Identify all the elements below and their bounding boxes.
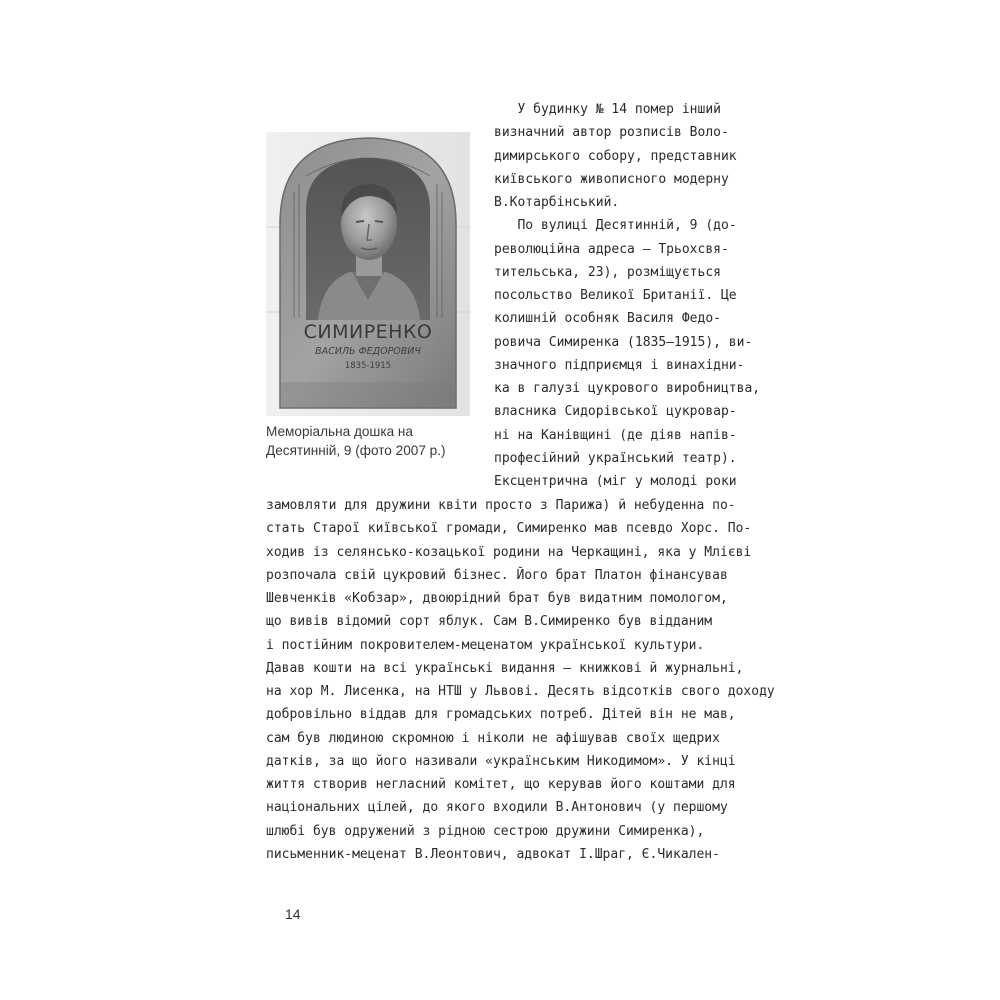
text-line: і постійним покровителем-меценатом української культури. <box>266 637 705 653</box>
text-line: колишній особняк Василя Федо- <box>494 311 721 327</box>
text-line: ровича Симиренка (1835–1915), ви- <box>494 334 753 350</box>
text-line: датків, за що його називали «українським Никодимом». У кінці <box>266 753 736 769</box>
text-line: В.Котарбінський. <box>494 195 620 211</box>
text-line: По вулиці Десятинній, 9 (до- <box>494 218 737 234</box>
text-line: життя створив негласний комітет, що керував його коштами для <box>266 777 736 793</box>
text-line: національних цілей, до якого входили В.Антонович (у першому <box>266 800 728 816</box>
text-line: Шевченків «Кобзар», двоюрідний брат був видатним помологом, <box>266 591 728 607</box>
text-line: добровільно віддав для громадських потреб. Дітей він не мав, <box>266 707 736 723</box>
page-number: 14 <box>285 906 301 922</box>
text-line: професійний український театр). <box>494 450 737 466</box>
text-line: революційна адреса — Трьохсвя- <box>494 241 729 257</box>
text-line: шлюбі був одружений з рідною сестрою дружини Симиренка), <box>266 823 705 839</box>
text-line: ходив із селянсько-козацької родини на Черкащині, яка у Млієві <box>266 544 752 560</box>
plaque-name: СИМИРЕНКО <box>303 321 433 343</box>
text-line: тительська, 23), розміщується <box>494 264 721 280</box>
plaque-patronymic: ВАСИЛЬ ФЕДОРОВИЧ <box>315 346 421 357</box>
text-line: Ексцентрична (міг у молоді роки <box>494 474 737 490</box>
text-line: значного підприємця і винахідни- <box>494 357 745 373</box>
full-width-text <box>266 494 776 866</box>
text-line: ні на Канівщині (де діяв напів- <box>494 427 737 443</box>
text-line: димирського собору, представник <box>494 148 737 164</box>
text-line: на хор М. Лисенка, на НТШ у Львові. Десять відсотків свого доходу <box>266 684 775 700</box>
text-line: ка в галузі цукрового виробництва, <box>494 381 761 397</box>
text-line: Давав кошти на всі українські видання — книжкові й журнальні, <box>266 660 744 676</box>
text-line: визначний автор розписів Воло- <box>494 125 729 141</box>
right-column-text <box>494 98 766 494</box>
text-line: У будинку № 14 помер інший <box>494 102 721 117</box>
text-line: замовляти для дружини квіти просто з Парижа) й небуденна по- <box>266 498 736 513</box>
figure-caption <box>266 422 486 460</box>
text-line: стать Старої київської громади, Симиренко мав псевдо Хорс. По- <box>266 521 752 537</box>
text-line: що вивів відомий сорт яблук. Сам В.Симиренко був відданим <box>266 614 713 630</box>
text-line: посольство Великої Британії. Це <box>494 288 737 304</box>
memorial-plaque-photo <box>266 132 470 416</box>
caption-line: Десятинній, 9 (фото 2007 р.) <box>266 443 446 458</box>
text-line: письменник-меценат В.Леонтович, адвокат І.Шраг, Є.Чикален- <box>266 846 720 862</box>
text-line: розпочала свій цукровий бізнес. Його брат Платон фінансував <box>266 567 728 583</box>
caption-line: Меморіальна дошка на <box>266 424 413 439</box>
text-line: київського живописного модерну <box>494 171 729 187</box>
text-line: сам був людиною скромною і ніколи не афішував своїх щедрих <box>266 730 720 746</box>
text-line: власника Сидорівської цукровар- <box>494 404 737 420</box>
plaque-years: 1835-1915 <box>344 361 392 371</box>
